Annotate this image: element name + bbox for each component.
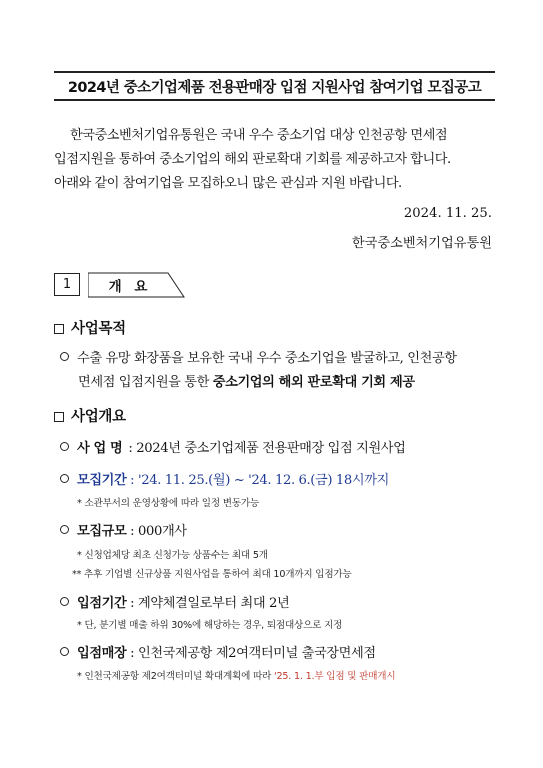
section-name-tab xyxy=(88,272,188,298)
recruit-period-note: * 소관부서의 운영상황에 따라 일정 변동가능 xyxy=(77,498,260,509)
organization-name: 한국중소벤처기업유통원 xyxy=(351,236,492,251)
intro-line-1: 한국중소벤처기업유통원은 국내 우수 중소기업 대상 인천공항 면세점 xyxy=(70,128,448,143)
section-name: 개 요 xyxy=(108,278,152,295)
store-location-value: : 인천국제공항 제2여객터미널 출국장면세점 xyxy=(126,646,376,661)
circle-bullet-icon xyxy=(60,597,69,606)
business-name-value: : 2024년 중소기업제품 전용판매장 입점 지원사업 xyxy=(128,441,406,456)
store-term-label: 입점기간 xyxy=(77,596,127,611)
circle-bullet-icon xyxy=(60,352,69,361)
overview-store-location xyxy=(60,642,376,661)
section-number xyxy=(54,273,80,296)
overview-store-term xyxy=(60,592,289,611)
purpose-heading xyxy=(54,317,126,338)
circle-bullet-icon xyxy=(60,442,69,451)
purpose-line-1-text: 수출 유망 화장품을 보유한 국내 우수 중소기업을 발굴하고, 인천공항 xyxy=(77,351,457,366)
purpose-line-2 xyxy=(78,371,415,390)
recruit-scale-note-2: ** 추후 기업별 신규상품 지원사업을 통하여 최대 10개까지 입점가능 xyxy=(72,569,352,580)
notice-date: 2024. 11. 25. xyxy=(403,206,492,221)
overview-heading-text: 사업개요 xyxy=(71,409,126,425)
overview-business-name xyxy=(60,437,405,456)
purpose-line-2-bold: 중소기업의 해외 판로확대 기회 제공 xyxy=(212,375,415,390)
recruit-scale-note-1: * 신청업체당 최초 신청가능 상품수는 최대 5개 xyxy=(77,550,268,561)
recruit-scale-value: : 000개사 xyxy=(126,524,187,539)
intro-line-3: 아래와 같이 참여기업을 모집하오니 많은 관심과 지원 바랍니다. xyxy=(54,176,402,191)
store-term-value: : 계약체결일로부터 최대 2년 xyxy=(126,596,290,611)
purpose-heading-text: 사업목적 xyxy=(71,321,126,337)
circle-bullet-icon xyxy=(60,525,69,534)
notice-title: 2024년 중소기업제품 전용판매장 입점 지원사업 참여기업 모집공고 xyxy=(67,79,482,96)
purpose-line-2-text: 면세점 입점지원을 통한 xyxy=(78,375,213,390)
section-number-text: 1 xyxy=(62,277,72,292)
store-location-label: 입점매장 xyxy=(77,646,127,661)
overview-recruit-scale xyxy=(60,520,187,539)
store-location-note xyxy=(77,668,395,682)
circle-bullet-icon xyxy=(60,647,69,656)
store-location-note-highlight: '25. 1. 1.부 입점 및 판매개시 xyxy=(274,671,396,682)
recruit-scale-label: 모집규모 xyxy=(77,524,127,539)
square-bullet-icon xyxy=(54,324,64,334)
recruit-period-label: 모집기간 xyxy=(77,473,127,488)
store-location-note-text: * 인천국제공항 제2여객터미널 확대계획에 따라 xyxy=(77,671,275,682)
circle-bullet-icon xyxy=(60,474,69,483)
recruit-period-value: : '24. 11. 25.(월) ~ '24. 12. 6.(금) 18시까지 xyxy=(126,473,389,488)
square-bullet-icon xyxy=(54,412,64,422)
purpose-line-1 xyxy=(60,347,457,366)
overview-heading xyxy=(54,405,126,426)
notice-title-box xyxy=(54,71,495,101)
overview-recruit-period xyxy=(60,469,389,488)
store-term-note: * 단, 분기별 매출 하위 30%에 해당하는 경우, 퇴점대상으로 지정 xyxy=(77,620,343,631)
business-name-label: 사 업 명 xyxy=(77,441,123,456)
intro-line-2: 입점지원을 통하여 중소기업의 해외 판로확대 기회를 제공하고자 합니다. xyxy=(54,152,451,167)
